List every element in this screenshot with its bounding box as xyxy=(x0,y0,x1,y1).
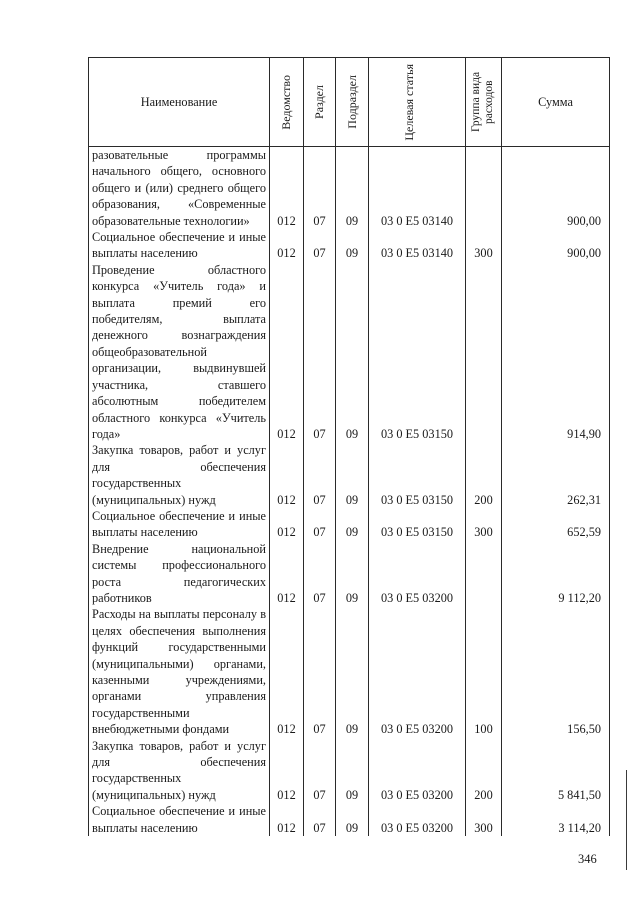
row-gruppa-cell xyxy=(466,229,502,262)
row-summa-cell xyxy=(502,541,610,607)
row-vedomstvo-cell xyxy=(270,508,304,541)
row-razdel-cell xyxy=(304,803,336,836)
row-razdel-cell-text: 07 xyxy=(313,492,326,507)
table-row xyxy=(89,738,610,804)
row-razdel-cell-text: 07 xyxy=(313,787,326,802)
row-statya-cell xyxy=(369,442,466,508)
row-summa-cell-text: 652,59 xyxy=(567,525,601,540)
row-statya-cell-text: 03 0 E5 03150 xyxy=(380,492,454,507)
row-podrazdel-cell xyxy=(336,262,369,442)
row-vedomstvo-cell-text: 012 xyxy=(277,492,296,507)
table-row xyxy=(89,442,610,508)
row-vedomstvo-cell-text: 012 xyxy=(277,722,296,737)
row-razdel-cell xyxy=(304,147,336,230)
row-vedomstvo-cell xyxy=(270,262,304,442)
row-statya-cell-text: 03 0 E5 03150 xyxy=(380,525,454,540)
header-statya xyxy=(369,58,466,147)
row-name-cell-text: разовательные программы начального общего, основного общего и (или) среднего общего образования, «Современные образовательные технологии» xyxy=(92,148,266,228)
row-gruppa-cell-text: 300 xyxy=(474,525,493,540)
row-name-cell-text: Расходы на выплаты персоналу в целях обеспечения выполнения функций государственными (муниципальными) органами, казенными учреждениями, органами управления государственными внебюджетными фондами xyxy=(92,607,266,737)
row-summa-cell-text: 9 112,20 xyxy=(558,590,601,605)
row-name-cell-text: Закупка товаров, работ и услуг для обеспечения государственных (муниципальных) нужд xyxy=(92,738,266,802)
header-razdel-label: Раздел xyxy=(312,85,326,119)
row-podrazdel-cell-text: 09 xyxy=(345,492,359,507)
row-razdel-cell-text: 07 xyxy=(313,213,326,228)
row-statya-cell-text: 03 0 E5 03140 xyxy=(380,213,454,228)
row-podrazdel-cell xyxy=(336,541,369,607)
row-gruppa-cell xyxy=(466,508,502,541)
row-name-cell xyxy=(89,606,270,737)
row-name-cell xyxy=(89,147,270,230)
row-podrazdel-cell-text: 09 xyxy=(345,246,359,261)
row-summa-cell-text: 5 841,50 xyxy=(557,787,601,802)
table-header-row xyxy=(89,58,610,147)
row-name-cell-text: Закупка товаров, работ и услуг для обеспечения государственных (муниципальных) нужд xyxy=(92,443,266,507)
row-razdel-cell xyxy=(304,229,336,262)
row-summa-cell xyxy=(502,147,610,230)
row-razdel-cell xyxy=(304,541,336,607)
row-name-cell-text: Внедрение национальной системы профессионального роста педагогических работников xyxy=(92,541,266,605)
row-statya-cell xyxy=(369,738,466,804)
row-statya-cell xyxy=(369,147,466,230)
row-vedomstvo-cell xyxy=(270,229,304,262)
row-name-cell xyxy=(89,541,270,607)
row-statya-cell xyxy=(369,803,466,836)
row-summa-cell xyxy=(502,262,610,442)
row-podrazdel-cell xyxy=(336,442,369,508)
scan-edge-line xyxy=(626,770,627,870)
row-name-cell xyxy=(89,803,270,836)
row-name-cell-text: Социальное обеспечение и иные выплаты населению xyxy=(92,804,266,835)
row-name-cell-text: Проведение областного конкурса «Учитель года» и выплата премий его победителям, выплата денежного вознаграждения общеобразовательной организации, выдвинувшей участника, ставшего абсолютным победителем областного конкурса «Учитель года» xyxy=(92,262,266,441)
row-razdel-cell xyxy=(304,508,336,541)
row-summa-cell-text: 900,00 xyxy=(567,246,601,261)
row-summa-cell-text: 900,00 xyxy=(567,213,601,228)
row-razdel-cell-text: 07 xyxy=(313,426,326,441)
row-podrazdel-cell-text: 09 xyxy=(345,820,359,835)
row-razdel-cell xyxy=(304,738,336,804)
row-podrazdel-cell-text: 09 xyxy=(345,213,359,228)
header-name-label: Наименование xyxy=(140,94,218,109)
row-summa-cell-text: 156,50 xyxy=(567,722,601,737)
row-razdel-cell-text: 07 xyxy=(313,722,326,737)
row-vedomstvo-cell-text: 012 xyxy=(277,820,296,835)
row-razdel-cell xyxy=(304,606,336,737)
row-statya-cell xyxy=(369,508,466,541)
row-summa-cell xyxy=(502,738,610,804)
row-name-cell xyxy=(89,738,270,804)
row-vedomstvo-cell-text: 012 xyxy=(277,787,296,802)
row-vedomstvo-cell xyxy=(270,442,304,508)
table-row xyxy=(89,541,610,607)
header-gruppa xyxy=(466,58,502,147)
row-gruppa-cell-text: 300 xyxy=(474,820,493,835)
row-summa-cell-text: 914,90 xyxy=(567,426,601,441)
table-row xyxy=(89,262,610,442)
row-statya-cell-text: 03 0 E5 03200 xyxy=(380,787,454,802)
table-row xyxy=(89,508,610,541)
row-vedomstvo-cell xyxy=(270,147,304,230)
header-vedomstvo xyxy=(270,58,304,147)
row-statya-cell-text: 03 0 E5 03200 xyxy=(380,590,454,605)
row-podrazdel-cell xyxy=(336,508,369,541)
row-vedomstvo-cell xyxy=(270,738,304,804)
table-row xyxy=(89,147,610,230)
row-podrazdel-cell xyxy=(336,803,369,836)
row-podrazdel-cell-text: 09 xyxy=(345,787,359,802)
header-gruppa-label: Группа вида расходов xyxy=(469,71,495,133)
row-summa-cell xyxy=(502,803,610,836)
row-summa-cell-text: 262,31 xyxy=(567,492,601,507)
row-statya-cell xyxy=(369,229,466,262)
row-vedomstvo-cell xyxy=(270,606,304,737)
table-row xyxy=(89,606,610,737)
row-podrazdel-cell-text: 09 xyxy=(345,590,359,605)
row-gruppa-cell xyxy=(466,262,502,442)
row-gruppa-cell xyxy=(466,738,502,804)
row-vedomstvo-cell-text: 012 xyxy=(277,590,296,605)
row-razdel-cell xyxy=(304,442,336,508)
row-statya-cell-text: 03 0 E5 03200 xyxy=(380,820,454,835)
row-gruppa-cell-text: 300 xyxy=(474,246,493,261)
header-podrazdel xyxy=(336,58,369,147)
header-vedomstvo-label: Ведомство xyxy=(279,74,293,130)
row-gruppa-cell xyxy=(466,147,502,230)
budget-table xyxy=(88,57,610,836)
row-name-cell-text: Социальное обеспечение и иные выплаты населению xyxy=(92,230,266,261)
row-vedomstvo-cell-text: 012 xyxy=(277,426,296,441)
header-summa xyxy=(502,58,610,147)
row-gruppa-cell-text: 200 xyxy=(474,787,493,802)
row-statya-cell xyxy=(369,606,466,737)
row-vedomstvo-cell-text: 012 xyxy=(277,246,296,261)
row-name-cell xyxy=(89,229,270,262)
row-statya-cell xyxy=(369,541,466,607)
row-gruppa-cell xyxy=(466,541,502,607)
row-podrazdel-cell xyxy=(336,229,369,262)
row-summa-cell xyxy=(502,606,610,737)
row-name-cell xyxy=(89,262,270,442)
row-gruppa-cell-text: 200 xyxy=(474,492,493,507)
row-podrazdel-cell xyxy=(336,606,369,737)
row-name-cell xyxy=(89,508,270,541)
row-gruppa-cell-text: 100 xyxy=(474,722,493,737)
row-razdel-cell-text: 07 xyxy=(313,525,326,540)
row-podrazdel-cell-text: 09 xyxy=(345,722,359,737)
row-summa-cell xyxy=(502,229,610,262)
page-number: 346 xyxy=(578,852,597,866)
row-statya-cell-text: 03 0 E5 03150 xyxy=(380,426,454,441)
row-podrazdel-cell-text: 09 xyxy=(345,426,359,441)
header-summa-label: Сумма xyxy=(538,94,573,109)
row-summa-cell-text: 3 114,20 xyxy=(558,820,601,835)
row-gruppa-cell xyxy=(466,803,502,836)
row-gruppa-cell xyxy=(466,442,502,508)
row-statya-cell-text: 03 0 E5 03200 xyxy=(380,722,454,737)
row-podrazdel-cell-text: 09 xyxy=(345,525,359,540)
row-summa-cell xyxy=(502,508,610,541)
header-razdel xyxy=(304,58,336,147)
row-vedomstvo-cell-text: 012 xyxy=(277,213,296,228)
table-row xyxy=(89,229,610,262)
table-row xyxy=(89,803,610,836)
header-podrazdel-label: Подраздел xyxy=(344,75,359,129)
row-gruppa-cell xyxy=(466,606,502,737)
row-razdel-cell-text: 07 xyxy=(313,820,326,835)
row-summa-cell xyxy=(502,442,610,508)
header-statya-label: Целевая статья xyxy=(402,63,416,141)
row-vedomstvo-cell xyxy=(270,803,304,836)
header-name xyxy=(89,58,270,147)
row-statya-cell xyxy=(369,262,466,442)
row-podrazdel-cell xyxy=(336,738,369,804)
row-razdel-cell xyxy=(304,262,336,442)
row-podrazdel-cell xyxy=(336,147,369,230)
row-statya-cell-text: 03 0 E5 03140 xyxy=(380,246,454,261)
row-name-cell xyxy=(89,442,270,508)
row-razdel-cell-text: 07 xyxy=(313,246,326,261)
row-razdel-cell-text: 07 xyxy=(313,590,326,605)
row-vedomstvo-cell-text: 012 xyxy=(277,525,296,540)
row-vedomstvo-cell xyxy=(270,541,304,607)
row-name-cell-text: Социальное обеспечение и иные выплаты населению xyxy=(92,508,266,540)
